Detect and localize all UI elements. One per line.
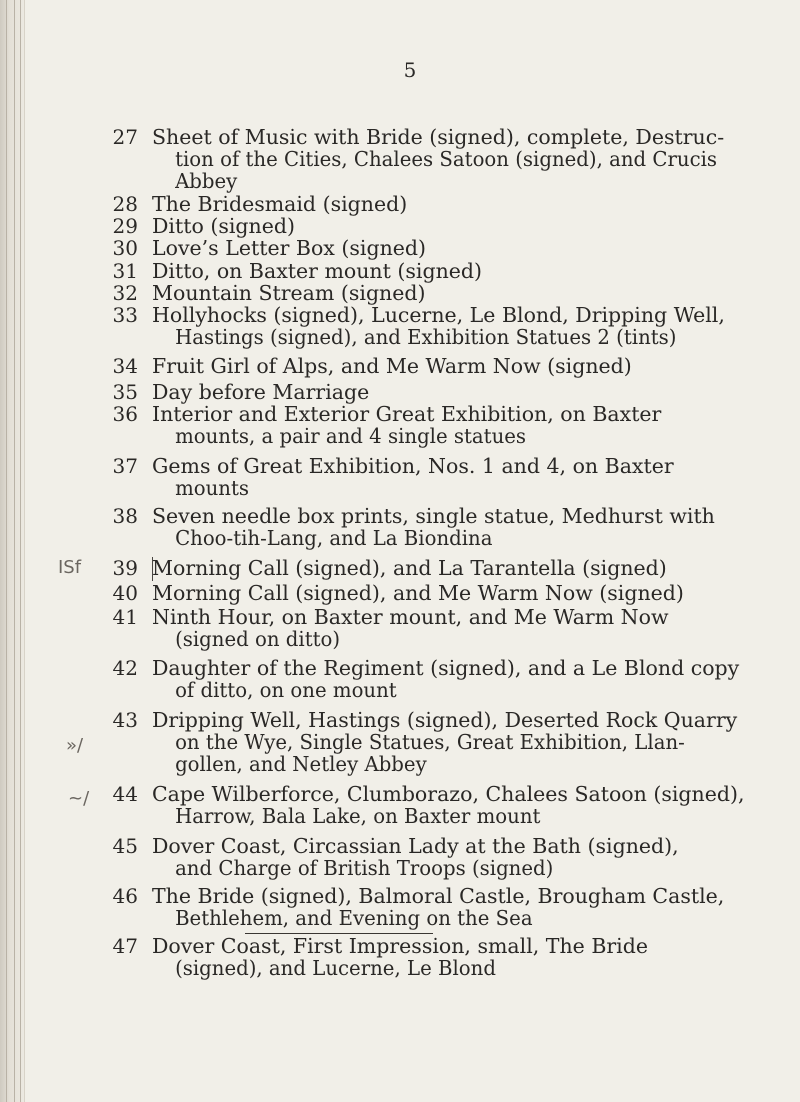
lot-description [152,455,767,499]
margin-annotation: ~/ [68,788,90,809]
lot-description-line: (signed on ditto) [175,627,341,651]
binding-rule [20,0,21,1102]
lot-description-line: Morning Call (signed), and Me Warm Now (signed) [152,581,684,605]
lot-number: 45 [112,834,138,858]
lot-description-line: and Charge of British Troops (signed) [175,856,554,880]
margin-bracket [134,557,153,581]
lot-number: 29 [112,214,138,238]
lot-description-line: Ditto, on Baxter mount (signed) [152,259,483,283]
lot-description-line: mounts [175,476,250,500]
lot-number: 47 [112,934,138,958]
lot-description-line: Morning Call (signed), and La Tarantella (signed) [152,556,667,580]
lot-number: 44 [112,782,138,806]
lot-number: 42 [112,656,138,680]
lot-number: 27 [112,125,138,149]
lot-number: 30 [112,236,138,260]
lot-description-line: Love’s Letter Box (signed) [152,236,427,260]
lot-number: 34 [112,354,138,378]
lot-number: 43 [112,708,138,732]
lot-description-line: Fruit Girl of Alps, and Me Warm Now (signed) [152,354,632,378]
lot-description [152,935,767,979]
lot-description [152,657,767,701]
lot-description-line: (signed), and Lucerne, Le Blond [175,956,496,980]
lot-description [152,835,767,879]
lot-description [152,304,767,348]
lot-description-line: tion of the Cities, Chalees Satoon (signed), and Crucis [175,147,718,171]
lot-description-line: The Bride (signed), Balmoral Castle, Brougham Castle, [152,884,725,908]
lot-number: 38 [112,504,138,528]
lot-description-line: Hastings (signed), and Exhibition Statues 2 (tints) [175,325,677,349]
lot-description-line: of ditto, on one mount [175,678,397,702]
lot-number: 41 [112,605,138,629]
lot-description-line: Hollyhocks (signed), Lucerne, Le Blond, Dripping Well, [152,303,725,327]
lot-description [152,606,767,650]
lot-description-line: gollen, and Netley Abbey [175,752,427,776]
lot-description [152,557,767,579]
lot-description-line: Interior and Exterior Great Exhibition, on Baxter [152,402,662,426]
lot-description-line: Daughter of the Regiment (signed), and a Le Blond copy [152,656,740,680]
lot-number: 39 [112,556,138,580]
margin-annotation: ISf [58,557,82,578]
lot-description-line: Choo-tih-Lang, and La Biondina [175,526,493,550]
lot-description-line: Sheet of Music with Bride (signed), complete, Destruc- [152,125,725,149]
lot-description-line: Abbey [175,169,238,193]
lot-number: 40 [112,581,138,605]
lot-number: 36 [112,402,138,426]
strikethrough-line [245,933,433,934]
page-number: 5 [403,58,417,82]
binding-rule [14,0,15,1102]
lot-description [152,126,767,192]
lot-description-line: Seven needle box prints, single statue, Medhurst with [152,504,715,528]
lot-description-line: Bethlehem, and Evening on the Sea [175,906,533,930]
margin-annotation: »/ [66,735,84,756]
lot-number: 33 [112,303,138,327]
lot-description [152,403,767,447]
lot-description-line: Ninth Hour, on Baxter mount, and Me Warm Now [152,605,669,629]
lot-description-line: Cape Wilberforce, Clumborazo, Chalees Satoon (signed), [152,782,745,806]
lot-description-line: Dover Coast, Circassian Lady at the Bath (signed), [152,834,679,858]
lot-number: 46 [112,884,138,908]
lot-description-line: Mountain Stream (signed) [152,281,426,305]
lot-description-line: Gems of Great Exhibition, Nos. 1 and 4, on Baxter [152,454,674,478]
lot-description-line: The Bridesmaid (signed) [152,192,408,216]
lot-number: 32 [112,281,138,305]
lot-description [152,355,767,377]
lot-description-line: Dripping Well, Hastings (signed), Deserted Rock Quarry [152,708,738,732]
lot-description-line: on the Wye, Single Statues, Great Exhibition, Llan- [175,730,685,754]
lot-description [152,237,767,259]
lot-description-line: Dover Coast, First Impression, small, The Bride [152,934,648,958]
lot-number: 35 [112,380,138,404]
lot-description [152,885,767,929]
lot-description-line: Ditto (signed) [152,214,295,238]
lot-description-line: mounts, a pair and 4 single statues [175,424,527,448]
lot-description [152,582,767,604]
lot-description [152,783,767,827]
lot-number: 37 [112,454,138,478]
lot-description-line: Harrow, Bala Lake, on Baxter mount [175,804,541,828]
lot-description-line: Day before Marriage [152,380,370,404]
lot-description [152,193,767,215]
lot-description [152,282,767,304]
lot-description [152,215,767,237]
binding-rule [6,0,7,1102]
lot-description [152,260,767,282]
lot-description [152,381,767,403]
lot-description [152,709,767,775]
lot-description [152,505,767,549]
page-binding-edge [0,0,25,1102]
lot-number: 28 [112,192,138,216]
lot-number: 31 [112,259,138,283]
